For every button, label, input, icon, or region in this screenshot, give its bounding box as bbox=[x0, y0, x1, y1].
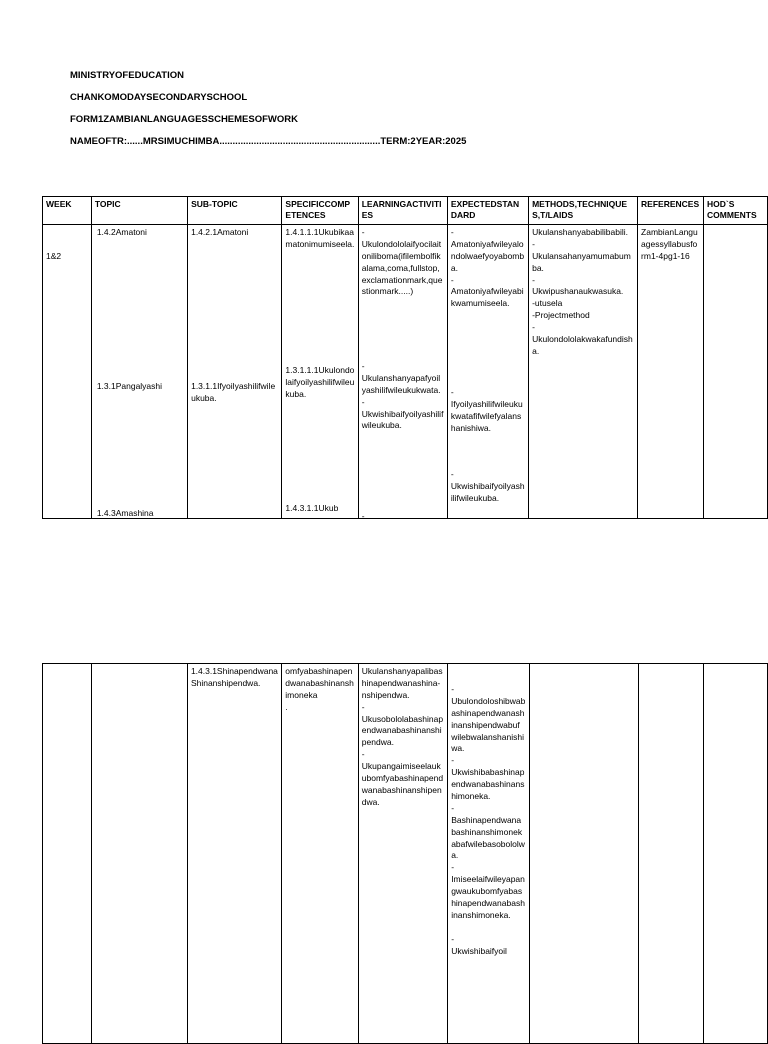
col-activities-header: LEARNINGACTIVITIES bbox=[358, 197, 447, 225]
teacher-term-line: NAMEOFTR:......MRSIMUCHIMBA.............................................................TERM:2YEAR:2025 bbox=[70, 136, 467, 147]
competences-cell-2: omfyabashinapendwanabashinanshimoneka . bbox=[282, 664, 359, 1044]
col-references-header: REFERENCES bbox=[638, 197, 704, 225]
hod-comments-cell bbox=[704, 225, 768, 519]
methods-cell-2 bbox=[529, 664, 638, 1044]
standard-cell-2: - Ubulondoloshibwabashinapendwanashinanshipendwabufwilebwalanshanishiwa. - Ukwishibabashinapendwanabashinanshimoneka. - Bashinapendwanabashinanshimonekabafwilebasobololwa. - Imiseelaifwileyapangwaukubomfyabashinapendwanabashinanshimoneka. - Ukwishibaifyoil bbox=[448, 664, 529, 1044]
competences-cell: 1.4.1.1.1Ukubikaamatonimumiseela. 1.3.1.1.1Ukulondolaifyoilyashilifwileukuba. 1.4.3.1.1Ukub bbox=[282, 225, 358, 519]
col-subtopic-header: SUB-TOPIC bbox=[188, 197, 282, 225]
ministry-title: MINISTRYOFEDUCATION bbox=[70, 70, 184, 81]
methods-cell: Ukulanshanyababilibabili. - Ukulansahanyamumabumba. - Ukwipushanaukwasuka. -utusela -Projectmethod - Ukulondololakwakafundisha. bbox=[529, 225, 638, 519]
subtopic-cell: 1.4.2.1Amatoni 1.3.1.1Ifyoilyashilifwileukuba. bbox=[188, 225, 282, 519]
topic-cell-2 bbox=[91, 664, 187, 1044]
week-cell: 1&2 bbox=[43, 225, 92, 519]
school-name: CHANKOMODAYSECONDARYSCHOOL bbox=[70, 92, 248, 103]
col-hod-header: HOD`S COMMENTS bbox=[704, 197, 768, 225]
col-standard-header: EXPECTEDSTANDARD bbox=[447, 197, 528, 225]
scheme-table-page2 bbox=[42, 663, 768, 1044]
references-cell-2 bbox=[638, 664, 704, 1044]
col-topic-header: TOPIC bbox=[91, 197, 187, 225]
references-cell: ZambianLanguagessyllabusform1-4pg1-16 bbox=[638, 225, 704, 519]
activities-cell-2: Ukulanshanyapalibashinapendwanashina-nshipendwa. - Ukusobololabashinapendwanabashinanshipendwa. - Ukupangaimiseelaukubomfyabashinapendwanabashinanshipendwa. bbox=[358, 664, 447, 1044]
topic-cell: 1.4.2Amatoni 1.3.1Pangalyashi 1.4.3Amashina bbox=[91, 225, 187, 519]
col-competences-header: SPECIFICCOMPETENCES bbox=[282, 197, 358, 225]
subtopic-cell-2: 1.4.3.1ShinapendwanaShinanshipendwa. bbox=[187, 664, 281, 1044]
col-methods-header: METHODS,TECHNIQUES,T/LAIDS bbox=[529, 197, 638, 225]
form-title: FORM1ZAMBIANLANGUAGESSCHEMESOFWORK bbox=[70, 114, 298, 125]
activities-cell: - Ukulondololaifyocilaitoniliboma(ifilembolfikalama,coma,fullstop,exclamationmark,questionmark.....) - Ukulanshanyapafyoilyashilifwileukukwata. - Ukwishibaifyoilyashilifwileukuba. - bbox=[358, 225, 447, 519]
hod-comments-cell-2 bbox=[704, 664, 768, 1044]
standard-cell: - Amatoniyafwileyalondolwaefyoyabomba. - Amatoniyafwileyabikwamumiseela. - Ifyoilyashilifwileukukwatafifwilefyalanshanishiwa. - Ukwishibaifyoilyashilifwileukuba. bbox=[447, 225, 528, 519]
col-week-header: WEEK bbox=[43, 197, 92, 225]
week-cell-2 bbox=[43, 664, 92, 1044]
scheme-table-page1 bbox=[42, 196, 768, 519]
